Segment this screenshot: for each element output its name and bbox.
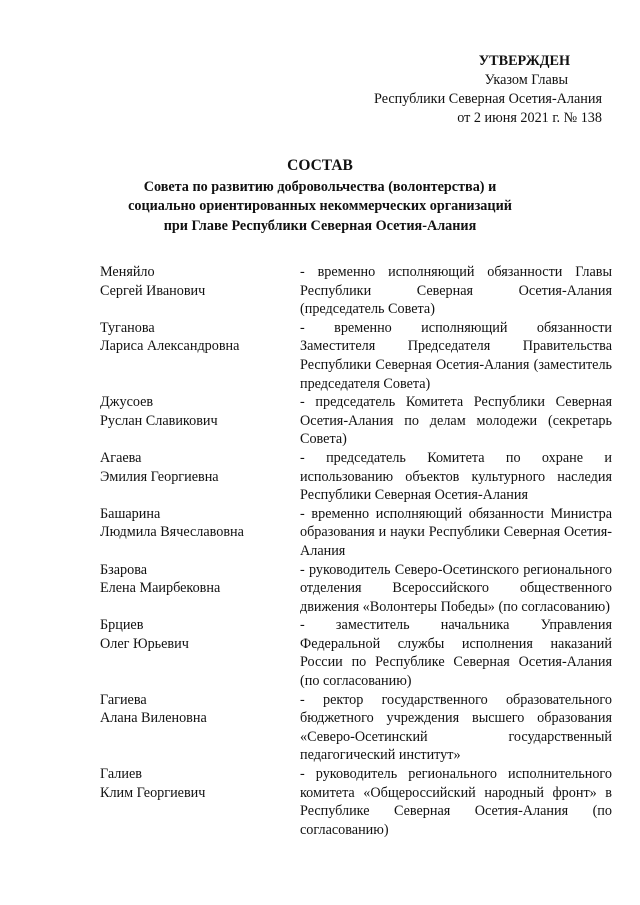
member-surname: Агаева [100,449,142,466]
members-list [100,263,612,839]
member-row [100,393,612,449]
member-name [100,449,300,505]
member-given-name: Сергей Иванович [100,282,206,299]
member-given-name: Алана Виленовна [100,710,207,727]
member-name [100,263,300,319]
member-name [100,561,300,617]
member-surname: Меняйло [100,264,155,280]
approval-republic: Республики Северная Осетия-Алания [373,91,602,107]
member-surname: Туганова [100,319,155,336]
member-surname: Бзарова [100,561,148,578]
member-name [100,765,300,839]
member-name [100,505,300,561]
member-row [100,319,612,393]
member-row [100,561,612,617]
member-given-name: Олег Юрьевич [100,635,189,652]
member-row [100,263,612,319]
approval-decree: Указом Главы [484,72,568,88]
member-surname: Джусоев [100,394,154,411]
member-given-name: Людмила Вячеславовна [100,524,244,541]
member-role: - руководитель регионального исполнительного комитета «Общероссийский народный фронт» в Республике Северная Осетия-Алания (по согласованию) [300,766,612,838]
member-row [100,765,612,839]
member-role: - временно исполняющий обязанности Министра образования и науки Республики Северная Осетия-Алания [300,505,612,559]
member-given-name: Эмилия Георгиевна [100,468,219,485]
member-surname: Башарина [100,505,161,522]
member-role: - председатель Комитета по охране и использованию объектов культурного наследия Республики Северная Осетия-Алания [300,449,612,504]
member-row [100,691,612,765]
member-role: - временно исполняющий обязанности Главы Республики Северная Осетия-Алания (председатель Совета) [300,264,612,318]
member-row [100,505,612,561]
heading-line-2: социально ориентированных некоммерческих организаций [128,198,512,214]
member-surname: Гагиева [100,691,147,708]
heading-title: СОСТАВ [287,157,353,174]
member-given-name: Лариса Александровна [100,338,240,355]
approval-title: УТВЕРЖДЕН [478,53,570,69]
heading-line-3: при Главе Республики Северная Осетия-Алания [163,217,477,234]
member-role: - заместитель начальника Управления Федеральной службы исполнения наказаний России по Республике Северная Осетия-Алания (по согласованию) [300,617,612,690]
member-role: - председатель Комитета Республики Северная Осетия-Алания по делам молодежи (секретарь Совета) [300,394,612,448]
member-surname: Брциев [100,617,144,634]
member-given-name: Елена Маирбековна [100,580,221,597]
approval-stamp [374,52,602,128]
document-heading [0,156,640,236]
member-role: - временно исполняющий обязанности Заместителя Председателя Правительства Республики Северная Осетия-Алания (заместитель председателя Совета) [300,319,612,392]
approval-date: от 2 июня 2021 г. № 138 [457,110,602,126]
member-given-name: Руслан Славикович [100,412,218,429]
member-name [100,319,300,393]
member-row [100,449,612,505]
member-row [100,616,612,690]
member-given-name: Клим Георгиевич [100,784,206,801]
member-surname: Галиев [100,766,142,783]
member-role: - руководитель Северо-Осетинского регионального отделения Всероссийского общественного движения «Волонтеры Победы» (по согласованию) [300,561,612,615]
heading-line-1: Совета по развитию добровольчества (волонтерства) и [143,178,497,195]
member-role: - ректор государственного образовательного бюджетного учреждения высшего образования «Северо-Осетинский государственный педагогический институт» [300,691,612,764]
member-name [100,393,300,449]
member-name [100,691,300,765]
member-name [100,616,300,690]
